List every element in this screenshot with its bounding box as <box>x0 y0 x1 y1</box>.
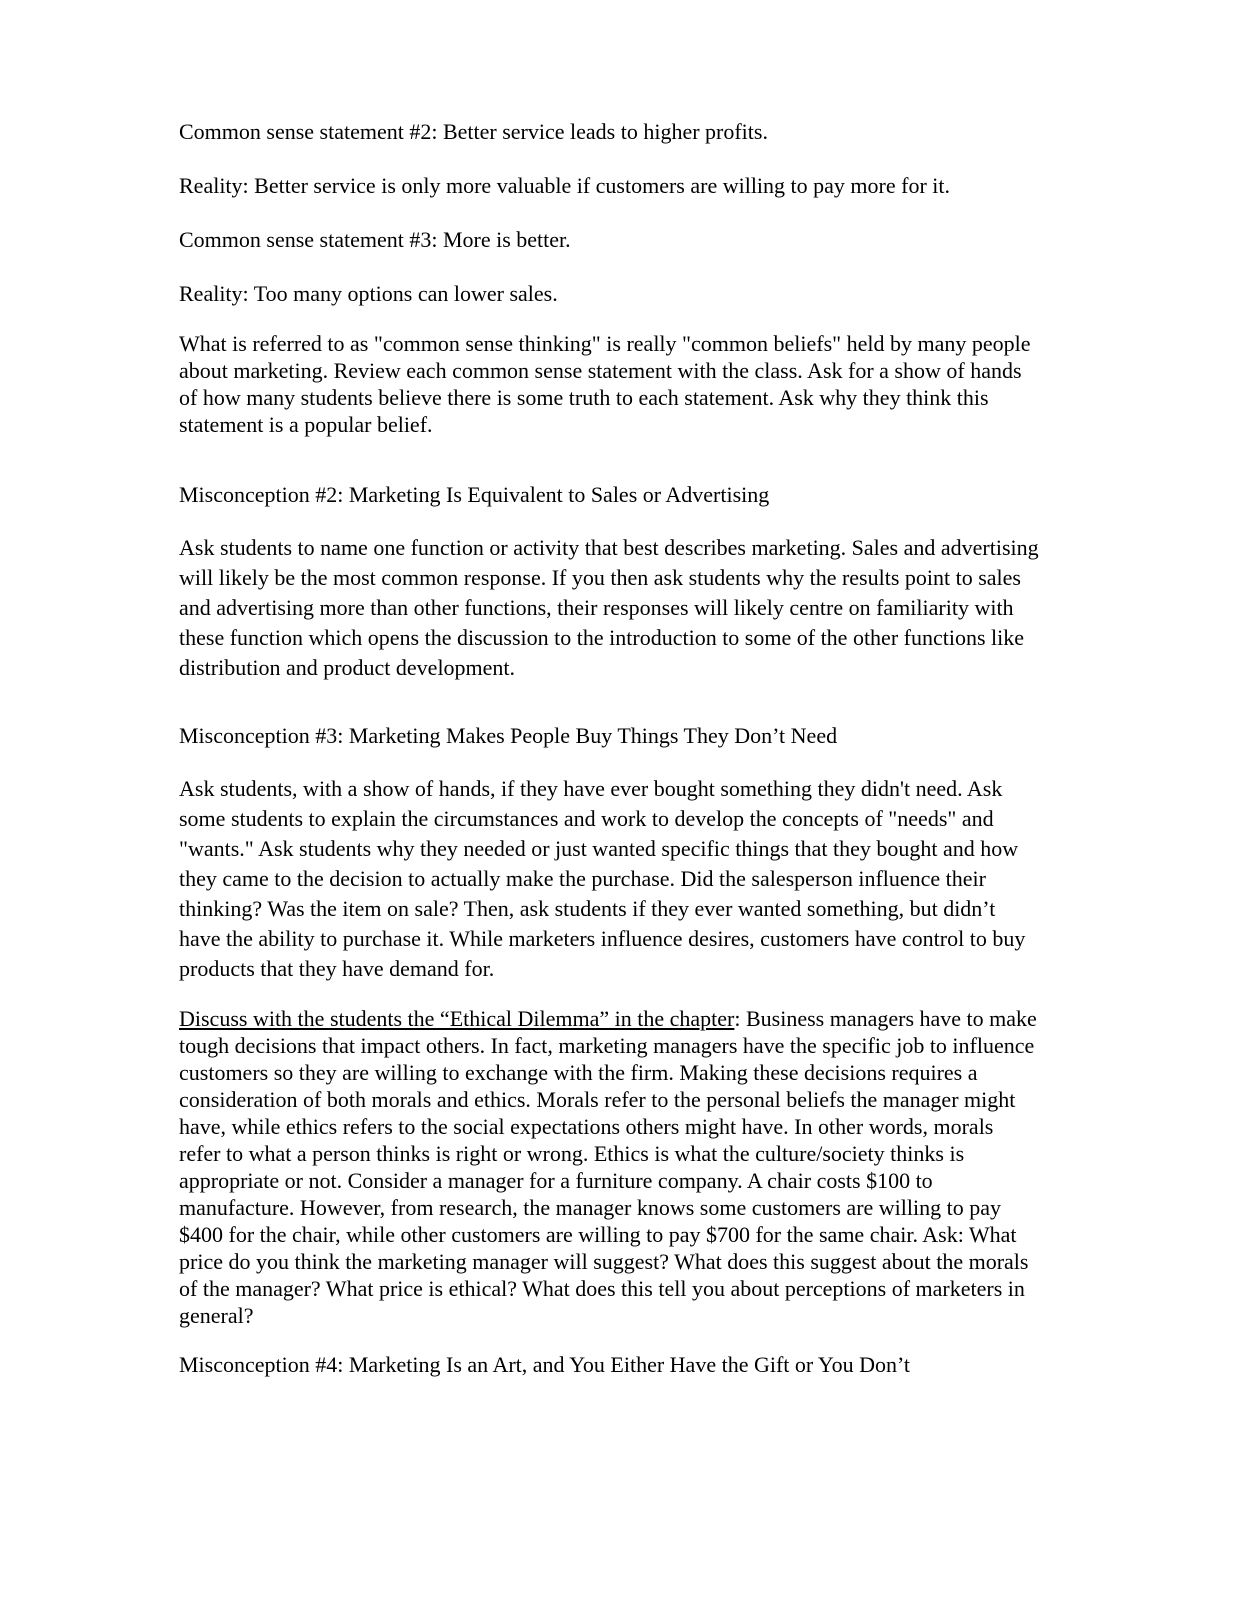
misconception-3-paragraph: Ask students, with a show of hands, if they have ever bought something they didn't need. Ask some students to explain the circumstances and work to develop the concepts of "needs" and "wants." Ask students why they needed or just wanted specific things that they bought and how they came to the decision to actually make the purchase. Did the salesperson influence their thinking? Was the item on sale? Then, ask students if they ever wanted something, but didn’t have the ability to purchase it. While marketers influence desires, customers have control to buy products that they have demand for. <box>179 776 1026 981</box>
ethical-dilemma-paragraph <box>179 1005 1039 1329</box>
common-sense-statement-3: Common sense statement #3: More is better. <box>179 227 571 252</box>
ethical-dilemma-lead: Discuss with the students the “Ethical Dilemma” in the chapter <box>179 1006 735 1031</box>
common-sense-paragraph: What is referred to as "common sense thinking" is really "common beliefs" held by many people about marketing. Review each common sense statement with the class. Ask for a show of hands of how many students believe there is some truth to each statement. Ask why they think this statement is a popular belief. <box>179 331 1031 437</box>
reality-statement-2: Reality: Better service is only more valuable if customers are willing to pay more for it. <box>179 173 950 198</box>
misconception-2-paragraph: Ask students to name one function or activity that best describes marketing. Sales and advertising will likely be the most common response. If you then ask students why the results point to sales and advertising more than other functions, their responses will likely centre on familiarity with these function which opens the discussion to the introduction to some of the other functions like distribution and product development. <box>179 535 1039 680</box>
misconception-4-heading: Misconception #4: Marketing Is an Art, and You Either Have the Gift or You Don’t <box>179 1352 911 1377</box>
ethical-dilemma-body: : Business managers have to make tough decisions that impact others. In fact, marketing managers have the specific job to influence customers so they are willing to exchange with the firm. Making these decisions requires a consideration of both morals and ethics. Morals refer to the personal beliefs the manager might have, while ethics refers to the social expectations others might have. In other words, morals refer to what a person thinks is right or wrong. Ethics is what the culture/society thinks is appropriate or not. Consider a manager for a furniture company. A chair costs $100 to manufacture. However, from research, the manager knows some customers are willing to pay $400 for the chair, while other customers are willing to pay $700 for the same chair. Ask: What price do you think the marketing manager will suggest? What does this suggest about the morals of the manager? What price is ethical? What does this tell you about perceptions of marketers in general? <box>179 1006 1037 1328</box>
misconception-2-heading: Misconception #2: Marketing Is Equivalent to Sales or Advertising <box>179 482 770 507</box>
misconception-3-heading: Misconception #3: Marketing Makes People Buy Things They Don’t Need <box>179 723 838 748</box>
reality-statement-3: Reality: Too many options can lower sales. <box>179 281 558 306</box>
common-sense-statement-2: Common sense statement #2: Better service leads to higher profits. <box>179 119 768 144</box>
